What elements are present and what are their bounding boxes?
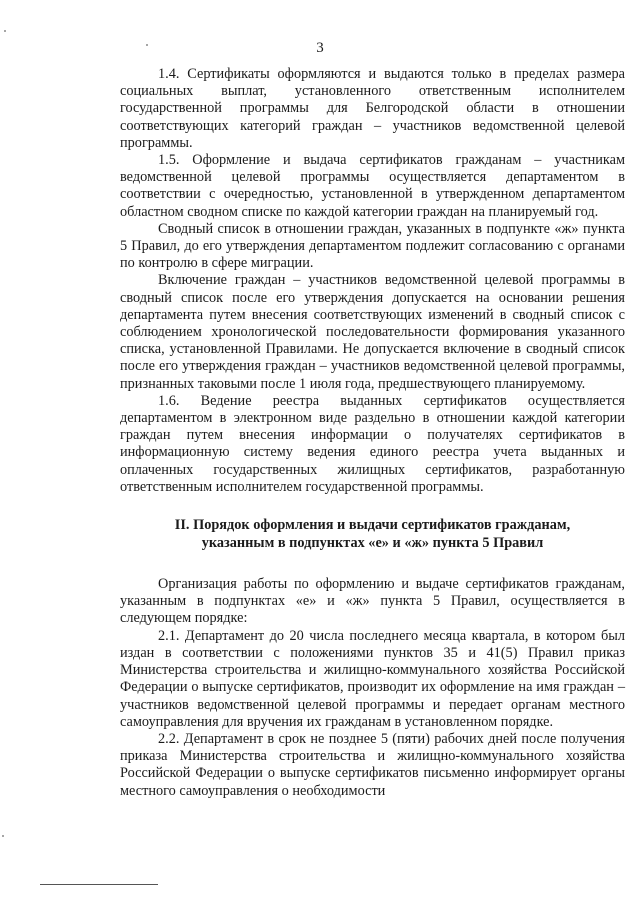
paragraph-1-5: 1.5. Оформление и выдача сертификатов гражданам – участникам ведомственной целевой программы осуществляется департаментом в соответствии с очередностью, установленной в утвержденном департаментом областном сводном списке по каждой категории граждан на планируемый год. xyxy=(120,152,625,220)
section-heading xyxy=(120,516,625,552)
section-heading-line-1: II. Порядок оформления и выдачи сертификатов гражданам, xyxy=(174,517,571,534)
paragraph-2-1: 2.1. Департамент до 20 числа последнего месяца квартала, в котором был издан в соответствии с положениями пунктов 35 и 41(5) Правил приказ Министерства строительства и жилищно-коммунального хозяйства Российской Федерации о выпуске сертификатов, производит их оформление на имя граждан – участников ведомственной целевой программы и передает органам местного самоуправления для вручения их гражданам в установленном порядке. xyxy=(120,627,625,730)
paragraph-1-4: 1.4. Сертификаты оформляются и выдаются только в пределах размера социальных выплат, установленного ответственным исполнителем государственной программы для Белгородской области в отношении соответствующих категорий граждан – участников ведомственной целевой программы. xyxy=(120,66,625,151)
document-body xyxy=(120,66,625,800)
page-number: 3 xyxy=(316,40,324,56)
bottom-rule xyxy=(40,884,158,885)
paragraph-consolidated-list: Сводный список в отношении граждан, указанных в подпункте «ж» пункта 5 Правил, до его утверждения департаментом подлежит согласованию с органами по контролю в сфере миграции. xyxy=(120,220,625,272)
paragraph-1-6: 1.6. Ведение реестра выданных сертификатов осуществляется департаментом в электронном виде раздельно в отношении каждой категории граждан путем внесения информации о получателях сертификатов в информационную систему ведения единого реестра учета выданных и оплаченных государственных жилищных сертификатов, разработанную ответственным исполнителем государственной программы. xyxy=(120,392,625,495)
paragraph-2-2: 2.2. Департамент в срок не позднее 5 (пяти) рабочих дней после получения приказа Министерства строительства и жилищно-коммунального хозяйства Российской Федерации о выпуске сертификатов письменно информирует органы местного самоуправления о необходимости xyxy=(120,730,625,799)
section-heading-line-2: указанным в подпунктах «е» и «ж» пункта 5 Правил xyxy=(201,535,544,552)
scan-speck xyxy=(4,30,6,32)
paragraph-inclusion: Включение граждан – участников ведомственной целевой программы в сводный список после его утверждения допускается на основании решения департамента путем внесения соответствующих изменений в сводный список с соблюдением хронологической последовательности формирования указанного списка, установленной Правилами. Не допускается включение в сводный список после его утверждения граждан – участников ведомственной целевой программы, признанных таковыми после 1 июля года, предшествующего планируемому. xyxy=(120,272,625,392)
paragraph-organization: Организация работы по оформлению и выдаче сертификатов гражданам, указанным в подпунктах «е» и «ж» пункта 5 Правил, осуществляется в следующем порядке: xyxy=(120,576,625,627)
scan-speck xyxy=(2,835,4,837)
scan-speck xyxy=(146,44,148,46)
